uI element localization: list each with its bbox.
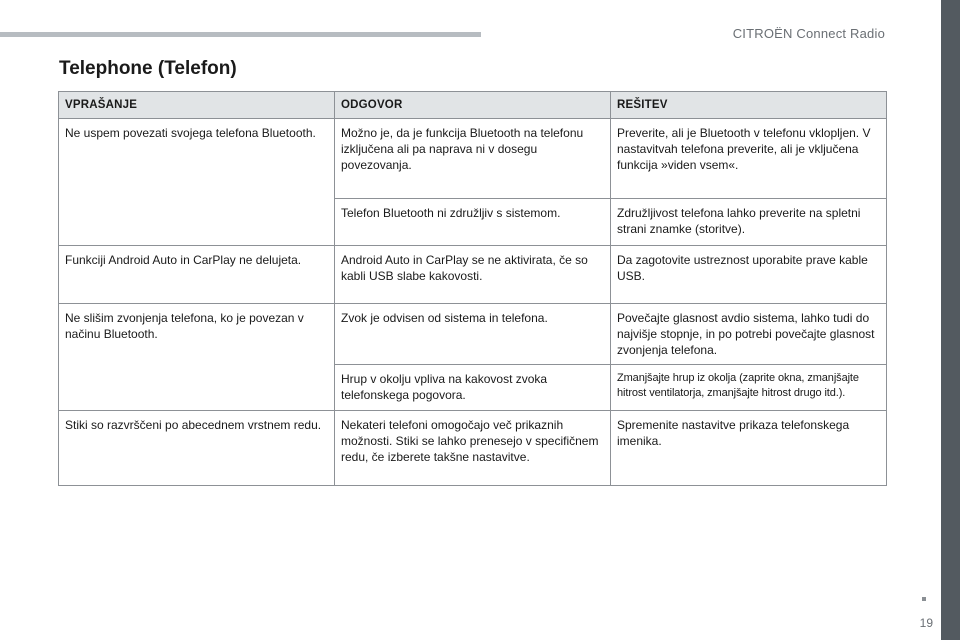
question-cell: Stiki so razvrščeni po abecednem vrstnem redu. [59, 411, 335, 486]
page-title: Telephone (Telefon) [59, 58, 237, 79]
answer-cell: Hrup v okolju vpliva na kakovost zvoka telefonskega pogovora. [335, 365, 611, 411]
table-row [59, 304, 887, 365]
table-row [59, 246, 887, 304]
question-cell: Ne slišim zvonjenja telefona, ko je povezan v načinu Bluetooth. [59, 304, 335, 411]
column-header-question: VPRAŠANJE [59, 92, 335, 119]
solution-cell: Združljivost telefona lahko preverite na spletni strani znamke (storitve). [611, 199, 887, 246]
header-rule [0, 32, 481, 37]
table-row [59, 119, 887, 199]
column-header-solution: REŠITEV [611, 92, 887, 119]
solution-cell: Zmanjšajte hrup iz okolja (zaprite okna, zmanjšajte hitrost ventilatorja, zmanjšajte hitrost drugo itd.). [611, 365, 887, 411]
solution-cell: Povečajte glasnost avdio sistema, lahko tudi do najvišje stopnje, in po potrebi povečajte glasnost zvonjenja telefona. [611, 304, 887, 365]
table-header-row [59, 92, 887, 119]
answer-cell: Zvok je odvisen od sistema in telefona. [335, 304, 611, 365]
solution-cell: Spremenite nastavitve prikaza telefonskega imenika. [611, 411, 887, 486]
question-cell: Funkciji Android Auto in CarPlay ne delujeta. [59, 246, 335, 304]
page-marker [922, 597, 926, 601]
header-brand: CITROËN Connect Radio [732, 26, 885, 41]
page-number: 19 [919, 616, 933, 630]
answer-cell: Nekateri telefoni omogočajo več prikaznih možnosti. Stiki se lahko prenesejo v specifičnem redu, če izberete takšne nastavitve. [335, 411, 611, 486]
table-row [59, 411, 887, 486]
solution-cell: Da zagotovite ustreznost uporabite prave kable USB. [611, 246, 887, 304]
question-cell: Ne uspem povezati svojega telefona Bluetooth. [59, 119, 335, 246]
answer-cell: Telefon Bluetooth ni združljiv s sistemom. [335, 199, 611, 246]
answer-cell: Android Auto in CarPlay se ne aktivirata, če so kabli USB slabe kakovosti. [335, 246, 611, 304]
column-header-answer: ODGOVOR [335, 92, 611, 119]
solution-cell: Preverite, ali je Bluetooth v telefonu vklopljen. V nastavitvah telefona preverite, ali je vključena funkcija »viden vsem«. [611, 119, 887, 199]
answer-cell: Možno je, da je funkcija Bluetooth na telefonu izključena ali pa naprava ni v dosegu povezovanja. [335, 119, 611, 199]
side-band [941, 0, 960, 640]
troubleshooting-table [58, 91, 887, 486]
